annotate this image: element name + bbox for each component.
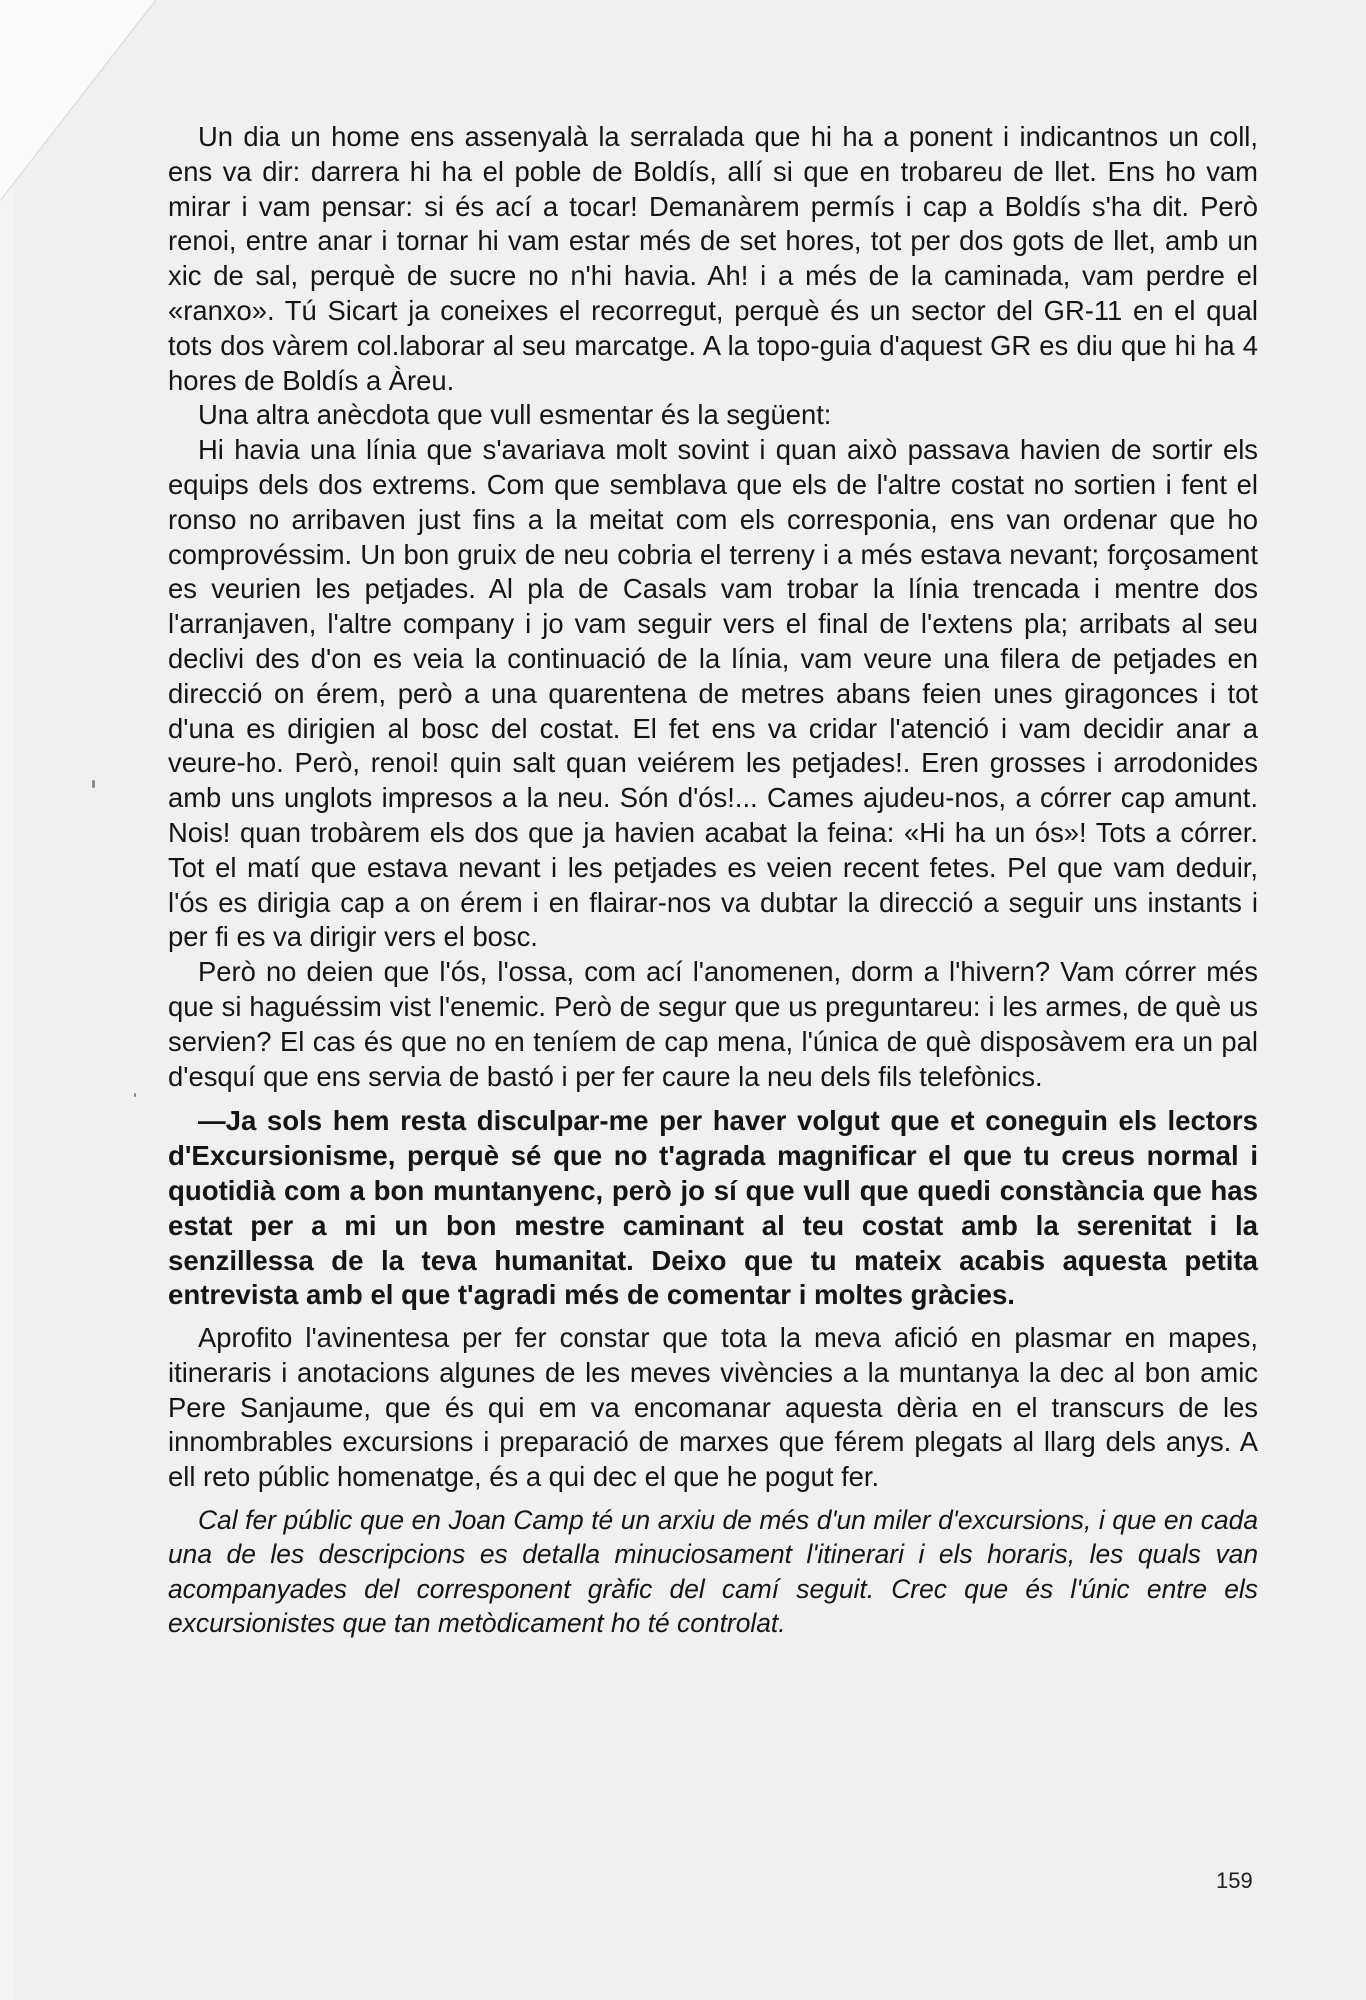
paragraph-tribute: Aprofito l'avinentesa per fer constar que tota la meva afició en plasmar en mapes, itineraris i anotacions algunes de les meves vivències a la muntanya la dec al bon amic Pere Sanjaume, que és qui em va encomanar aquesta dèria en el transcurs de les innombrables excursions i preparació de marxes que férem plegats al llarg dels anys. A ell reto públic homenatge, és a qui dec el que he pogut fer.: [168, 1322, 1258, 1493]
interview-question: —Ja sols hem resta disculpar-me per haver volgut que et coneguin els lectors d'Excursionisme, perquè sé que no t'agrada magnificar el que tu creus normal i quotidià com a bon muntanyenc, però jo sí que vull que quedi constància que has estat per a mi un bon mestre caminant al teu costat amb la serenitat i la senzillessa de la teva humanitat. Deixo que tu mateix acabis aquesta petita entrevista amb el que t'agradi més de comentar i moltes gràcies.: [168, 1105, 1258, 1311]
page-number: 159: [1216, 1868, 1253, 1893]
paragraph-bear-hibernation: Però no deien que l'ós, l'ossa, com ací l'anomenen, dorm a l'hivern? Vam córrer més que si haguéssim vist l'enemic. Però de segur que us preguntareu: i les armes, de què us servien? El cas és que no en teníem de cap mena, l'única de què disposàvem era un pal d'esquí que ens servia de bastó i per fer caure la neu dels fils telefònics.: [168, 956, 1258, 1092]
paragraph-boldis-anecdote: Un dia un home ens assenyalà la serralada que hi ha a ponent i indicantnos un coll, ens va dir: darrera hi ha el poble de Boldís, allí si que en trobareu de llet. Ens ho vam mirar i vam pensar: si és ací a tocar! Demanàrem permís i cap a Boldís s'ha dit. Però renoi, entre anar i tornar hi vam estar més de set hores, tot per dos gots de llet, amb un xic de sal, perquè de sucre no n'hi havia. Ah! i a més de la caminada, vam perdre el «ranxo». Tú Sicart ja coneixes el recorregut, perquè és un sector del GR-11 en el qual tots dos vàrem col.laborar al seu marcatge. A la topo-guia d'aquest GR es diu que hi ha 4 hores de Boldís a Àreu.: [168, 121, 1258, 396]
closing-note: Cal fer públic que en Joan Camp té un arxiu de més d'un miler d'excursions, i que en cada una de les descripcions es detalla minuciosament l'itinerari i els horaris, les quals van acompanyades del corresponent gràfic del camí seguit. Crec que és l'únic entre els excursionistes que tan metòdicament ho té controlat.: [168, 1505, 1258, 1639]
article-body: [168, 120, 1258, 1641]
paper-speck: [134, 1093, 136, 1097]
paragraph-bear-tracks: Hi havia una línia que s'avariava molt sovint i quan això passava havien de sortir els equips dels dos extrems. Com que semblava que els de l'altre costat no sortien i fent el ronso no arribaven just fins a la meitat com els corresponia, ens van ordenar que ho comprovéssim. Un bon gruix de neu cobria el terreny i a més estava nevant; forçosament es veurien les petjades. Al pla de Casals vam trobar la línia trencada i mentre dos l'arranjaven, l'altre company i jo vam seguir vers el final de l'extens pla; arribats al seu declivi des d'on es veia la continuació de la línia, vam veure una filera de petjades en direcció on érem, però a una quarentena de metres abans feien unes giragonces i tot d'una es dirigien al bosc del costat. El fet ens va cridar l'atenció i vam decidir anar a veure-ho. Però, renoi! quin salt quan veiérem les petjades!. Eren grosses i arrodonides amb uns unglots impresos a la neu. Són d'ós!... Cames ajudeu-nos, a córrer cap amunt. Nois! quan trobàrem els dos que ja havien acabat la feina: «Hi ha un ós»! Tots a córrer. Tot el matí que estava nevant i les petjades es veien recent fetes. Pel que vam deduir, l'ós es dirigia cap a on érem i en flairar-nos va dubtar la direcció a seguir uns instants i per fi es va dirigir vers el bosc.: [168, 434, 1258, 953]
paper-speck: [92, 780, 95, 788]
paragraph-another-anecdote: Una altra anècdota que vull esmentar és la següent:: [198, 399, 832, 431]
